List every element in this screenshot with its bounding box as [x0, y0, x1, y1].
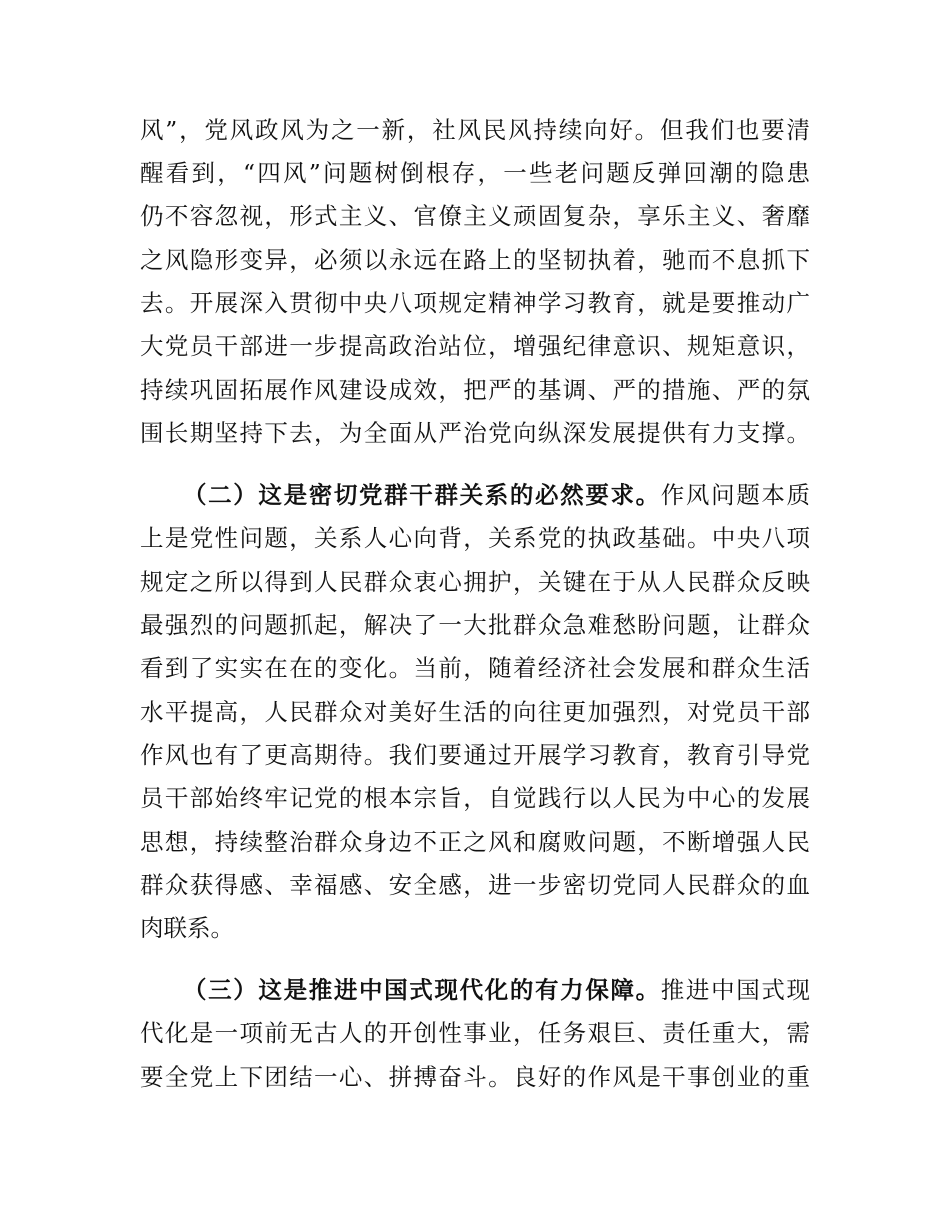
paragraph-3-line: 代化是一项前无古人的开创性事业，任务艰巨、责任重大，需 — [140, 1019, 810, 1047]
paragraph-2-line: 水平提高，人民群众对美好生活的向往更加强烈，对党员干部 — [140, 698, 810, 726]
paragraph-1-line: 之风隐形变异，必须以永远在路上的坚韧执着，驰而不息抓下 — [140, 246, 810, 274]
paragraph-3-first-line — [183, 974, 810, 1006]
paragraph-1-line: 风”，党风政风为之一新，社风民风持续向好。但我们也要清 — [140, 116, 810, 144]
section-heading-2: （二）这是密切党群干群关系的必然要求。 — [183, 481, 661, 509]
paragraph-2-lead-rest: 作风问题本质 — [660, 481, 811, 509]
paragraph-1-line: 围长期坚持下去，为全面从严治党向纵深发展提供有力支撑。 — [140, 419, 810, 447]
paragraph-1-line: 大党员干部进一步提高政治站位，增强纪律意识、规矩意识， — [140, 332, 810, 360]
paragraph-2-line: 规定之所以得到人民群众衷心拥护，关键在于从人民群众反映 — [140, 568, 810, 596]
paragraph-2-line: 上是党性问题，关系人心向背，关系党的执政基础。中央八项 — [140, 524, 810, 552]
paragraph-3-line: 要全党上下团结一心、拼搏奋斗。良好的作风是干事创业的重 — [140, 1063, 810, 1091]
paragraph-3-lead-rest: 推进中国式现 — [660, 976, 811, 1004]
paragraph-2-line: 看到了实实在在的变化。当前，随着经济社会发展和群众生活 — [140, 654, 810, 682]
paragraph-2-line: 作风也有了更高期待。我们要通过开展学习教育，教育引导党 — [140, 741, 810, 769]
paragraph-2-line: 肉联系。 — [140, 914, 234, 942]
paragraph-1-line: 仍不容忽视，形式主义、官僚主义顽固复杂，享乐主义、奢靡 — [140, 202, 810, 230]
paragraph-1-line: 醒看到，“四风”问题树倒根存，一些老问题反弹回潮的隐患 — [140, 159, 810, 187]
paragraph-2-line: 思想，持续整治群众身边不正之风和腐败问题，不断增强人民 — [140, 828, 810, 856]
paragraph-1-line: 持续巩固拓展作风建设成效，把严的基调、严的措施、严的氛 — [140, 376, 810, 404]
paragraph-2-line: 员干部始终牢记党的根本宗旨，自觉践行以人民为中心的发展 — [140, 784, 810, 812]
paragraph-2-first-line — [183, 479, 810, 511]
paragraph-1-line: 去。开展深入贯彻中央八项规定精神学习教育，就是要推动广 — [140, 289, 810, 317]
paragraph-2-line: 群众获得感、幸福感、安全感，进一步密切党同人民群众的血 — [140, 871, 810, 899]
paragraph-2-line: 最强烈的问题抓起，解决了一大批群众急难愁盼问题，让群众 — [140, 611, 810, 639]
section-heading-3: （三）这是推进中国式现代化的有力保障。 — [183, 976, 661, 1004]
